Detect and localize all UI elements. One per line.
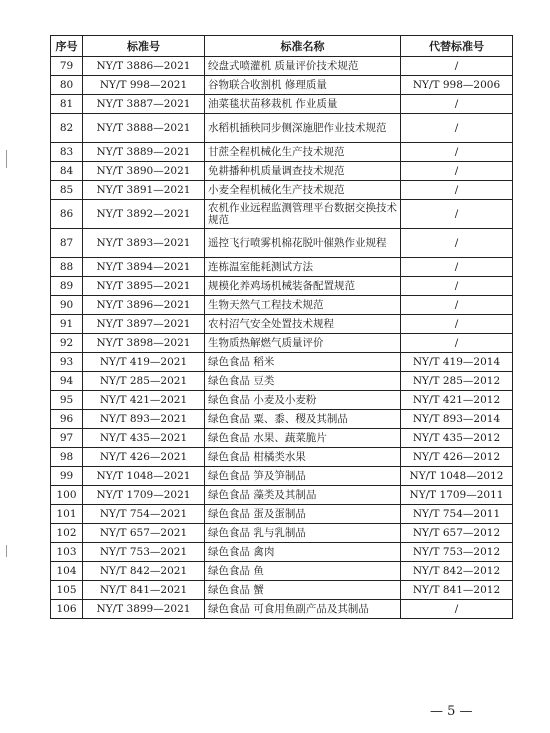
cell-replaced-standard: NY/T 419—2014 (401, 353, 513, 372)
cell-standard-no: NY/T 3894—2021 (83, 258, 205, 277)
cell-standard-no: NY/T 3888—2021 (83, 114, 205, 143)
cell-standard-no: NY/T 657—2021 (83, 524, 205, 543)
cell-serial-no: 79 (51, 57, 83, 76)
cell-standard-no: NY/T 3887—2021 (83, 95, 205, 114)
cell-serial-no: 84 (51, 162, 83, 181)
cell-standard-name: 绿色食品 鱼 (205, 562, 401, 581)
cell-replaced-standard: / (401, 200, 513, 229)
cell-standard-name: 谷物联合收割机 修理质量 (205, 76, 401, 95)
table-row (51, 334, 513, 353)
cell-replaced-standard: / (401, 95, 513, 114)
cell-standard-no: NY/T 3897—2021 (83, 315, 205, 334)
cell-replaced-standard: NY/T 426—2012 (401, 448, 513, 467)
cell-standard-name: 绿色食品 蟹 (205, 581, 401, 600)
cell-serial-no: 104 (51, 562, 83, 581)
cell-standard-no: NY/T 754—2021 (83, 505, 205, 524)
table-row (51, 277, 513, 296)
cell-standard-name: 小麦全程机械化生产技术规范 (205, 181, 401, 200)
table-row (51, 181, 513, 200)
cell-standard-name: 绿色食品 乳与乳制品 (205, 524, 401, 543)
cell-standard-no: NY/T 3886—2021 (83, 57, 205, 76)
table-row (51, 76, 513, 95)
cell-serial-no: 86 (51, 200, 83, 229)
cell-serial-no: 102 (51, 524, 83, 543)
cell-standard-name: 农机作业远程监测管理平台数据交换技术规范 (205, 200, 401, 229)
cell-replaced-standard: / (401, 162, 513, 181)
table-row (51, 200, 513, 229)
cell-standard-no: NY/T 426—2021 (83, 448, 205, 467)
table-row (51, 410, 513, 429)
cell-standard-name: 绞盘式喷灌机 质量评价技术规范 (205, 57, 401, 76)
cell-standard-name: 规模化养鸡场机械装备配置规范 (205, 277, 401, 296)
table-row (51, 467, 513, 486)
table-row (51, 524, 513, 543)
cell-serial-no: 87 (51, 229, 83, 258)
cell-serial-no: 101 (51, 505, 83, 524)
cell-serial-no: 93 (51, 353, 83, 372)
cell-standard-name: 水稻机插秧同步侧深施肥作业技术规范 (205, 114, 401, 143)
cell-serial-no: 97 (51, 429, 83, 448)
cell-standard-no: NY/T 3892—2021 (83, 200, 205, 229)
cell-standard-no: NY/T 753—2021 (83, 543, 205, 562)
table-row (51, 581, 513, 600)
cell-standard-name: 绿色食品 禽肉 (205, 543, 401, 562)
cell-replaced-standard: NY/T 1709—2011 (401, 486, 513, 505)
cell-standard-no: NY/T 842—2021 (83, 562, 205, 581)
cell-standard-name: 绿色食品 藻类及其制品 (205, 486, 401, 505)
cell-serial-no: 91 (51, 315, 83, 334)
cell-serial-no: 105 (51, 581, 83, 600)
cell-standard-no: NY/T 893—2021 (83, 410, 205, 429)
cell-standard-no: NY/T 3890—2021 (83, 162, 205, 181)
cell-serial-no: 85 (51, 181, 83, 200)
cell-standard-no: NY/T 998—2021 (83, 76, 205, 95)
cell-serial-no: 98 (51, 448, 83, 467)
cell-standard-name: 免耕播种机质量调查技术规范 (205, 162, 401, 181)
cell-standard-name: 遥控飞行喷雾机棉花脱叶催熟作业规程 (205, 229, 401, 258)
cell-standard-name: 绿色食品 小麦及小麦粉 (205, 391, 401, 410)
cell-serial-no: 82 (51, 114, 83, 143)
cell-standard-name: 绿色食品 可食用鱼副产品及其制品 (205, 600, 401, 619)
table-row (51, 562, 513, 581)
table-row (51, 600, 513, 619)
cell-standard-name: 油菜毯状苗移栽机 作业质量 (205, 95, 401, 114)
cell-replaced-standard: NY/T 842—2012 (401, 562, 513, 581)
cell-replaced-standard: / (401, 334, 513, 353)
header-standard-name: 标准名称 (205, 36, 401, 57)
page-number: — 5 — (430, 704, 473, 719)
table-body (51, 57, 513, 619)
cell-standard-name: 绿色食品 笋及笋制品 (205, 467, 401, 486)
cell-replaced-standard: NY/T 1048—2012 (401, 467, 513, 486)
cell-replaced-standard: / (401, 229, 513, 258)
cell-replaced-standard: / (401, 296, 513, 315)
cell-replaced-standard: NY/T 435—2012 (401, 429, 513, 448)
cell-replaced-standard: NY/T 657—2012 (401, 524, 513, 543)
cell-standard-name: 甘蔗全程机械化生产技术规范 (205, 143, 401, 162)
header-serial-no: 序号 (51, 36, 83, 57)
cell-standard-no: NY/T 3896—2021 (83, 296, 205, 315)
cell-serial-no: 94 (51, 372, 83, 391)
table-row (51, 229, 513, 258)
cell-serial-no: 96 (51, 410, 83, 429)
cell-serial-no: 99 (51, 467, 83, 486)
cell-standard-name: 绿色食品 稻米 (205, 353, 401, 372)
cell-replaced-standard: NY/T 893—2014 (401, 410, 513, 429)
cell-replaced-standard: / (401, 277, 513, 296)
cell-replaced-standard: / (401, 143, 513, 162)
cell-replaced-standard: / (401, 114, 513, 143)
table-row (51, 143, 513, 162)
cell-serial-no: 92 (51, 334, 83, 353)
scan-margin-mark (6, 150, 7, 168)
cell-standard-name: 绿色食品 蛋及蛋制品 (205, 505, 401, 524)
cell-standard-name: 生物质热解燃气质量评价 (205, 334, 401, 353)
table-row (51, 429, 513, 448)
cell-replaced-standard: NY/T 421—2012 (401, 391, 513, 410)
table-row (51, 372, 513, 391)
cell-standard-no: NY/T 1709—2021 (83, 486, 205, 505)
table-row (51, 162, 513, 181)
cell-standard-no: NY/T 1048—2021 (83, 467, 205, 486)
cell-serial-no: 106 (51, 600, 83, 619)
cell-serial-no: 83 (51, 143, 83, 162)
cell-serial-no: 90 (51, 296, 83, 315)
cell-standard-no: NY/T 435—2021 (83, 429, 205, 448)
cell-serial-no: 80 (51, 76, 83, 95)
header-standard-no: 标准号 (83, 36, 205, 57)
table-header-row (51, 36, 513, 57)
cell-serial-no: 88 (51, 258, 83, 277)
cell-standard-name: 连栋温室能耗测试方法 (205, 258, 401, 277)
cell-replaced-standard: / (401, 315, 513, 334)
cell-replaced-standard: NY/T 753—2012 (401, 543, 513, 562)
cell-standard-name: 绿色食品 柑橘类水果 (205, 448, 401, 467)
cell-standard-no: NY/T 3893—2021 (83, 229, 205, 258)
cell-standard-no: NY/T 3891—2021 (83, 181, 205, 200)
cell-standard-no: NY/T 419—2021 (83, 353, 205, 372)
cell-replaced-standard: / (401, 57, 513, 76)
cell-standard-no: NY/T 3898—2021 (83, 334, 205, 353)
table-row (51, 95, 513, 114)
cell-replaced-standard: NY/T 285—2012 (401, 372, 513, 391)
table-row (51, 486, 513, 505)
table-row (51, 353, 513, 372)
cell-serial-no: 89 (51, 277, 83, 296)
table-row (51, 543, 513, 562)
cell-serial-no: 103 (51, 543, 83, 562)
table-row (51, 315, 513, 334)
cell-standard-name: 绿色食品 粟、黍、稷及其制品 (205, 410, 401, 429)
cell-standard-no: NY/T 841—2021 (83, 581, 205, 600)
scan-margin-mark (6, 545, 7, 557)
table-row (51, 505, 513, 524)
cell-standard-no: NY/T 3895—2021 (83, 277, 205, 296)
table-row (51, 258, 513, 277)
table-row (51, 391, 513, 410)
cell-serial-no: 95 (51, 391, 83, 410)
cell-standard-no: NY/T 3889—2021 (83, 143, 205, 162)
standards-table (50, 35, 513, 619)
cell-standard-no: NY/T 3899—2021 (83, 600, 205, 619)
cell-replaced-standard: NY/T 998—2006 (401, 76, 513, 95)
cell-standard-no: NY/T 285—2021 (83, 372, 205, 391)
cell-replaced-standard: / (401, 600, 513, 619)
cell-replaced-standard: NY/T 754—2011 (401, 505, 513, 524)
cell-replaced-standard: / (401, 181, 513, 200)
cell-standard-name: 绿色食品 豆类 (205, 372, 401, 391)
cell-replaced-standard: / (401, 258, 513, 277)
header-replaced-standard: 代替标准号 (401, 36, 513, 57)
cell-serial-no: 100 (51, 486, 83, 505)
cell-replaced-standard: NY/T 841—2012 (401, 581, 513, 600)
cell-standard-no: NY/T 421—2021 (83, 391, 205, 410)
table-row (51, 57, 513, 76)
cell-serial-no: 81 (51, 95, 83, 114)
cell-standard-name: 生物天然气工程技术规范 (205, 296, 401, 315)
cell-standard-name: 绿色食品 水果、蔬菜脆片 (205, 429, 401, 448)
table-row (51, 448, 513, 467)
cell-standard-name: 农村沼气安全处置技术规程 (205, 315, 401, 334)
table-row (51, 114, 513, 143)
table-row (51, 296, 513, 315)
